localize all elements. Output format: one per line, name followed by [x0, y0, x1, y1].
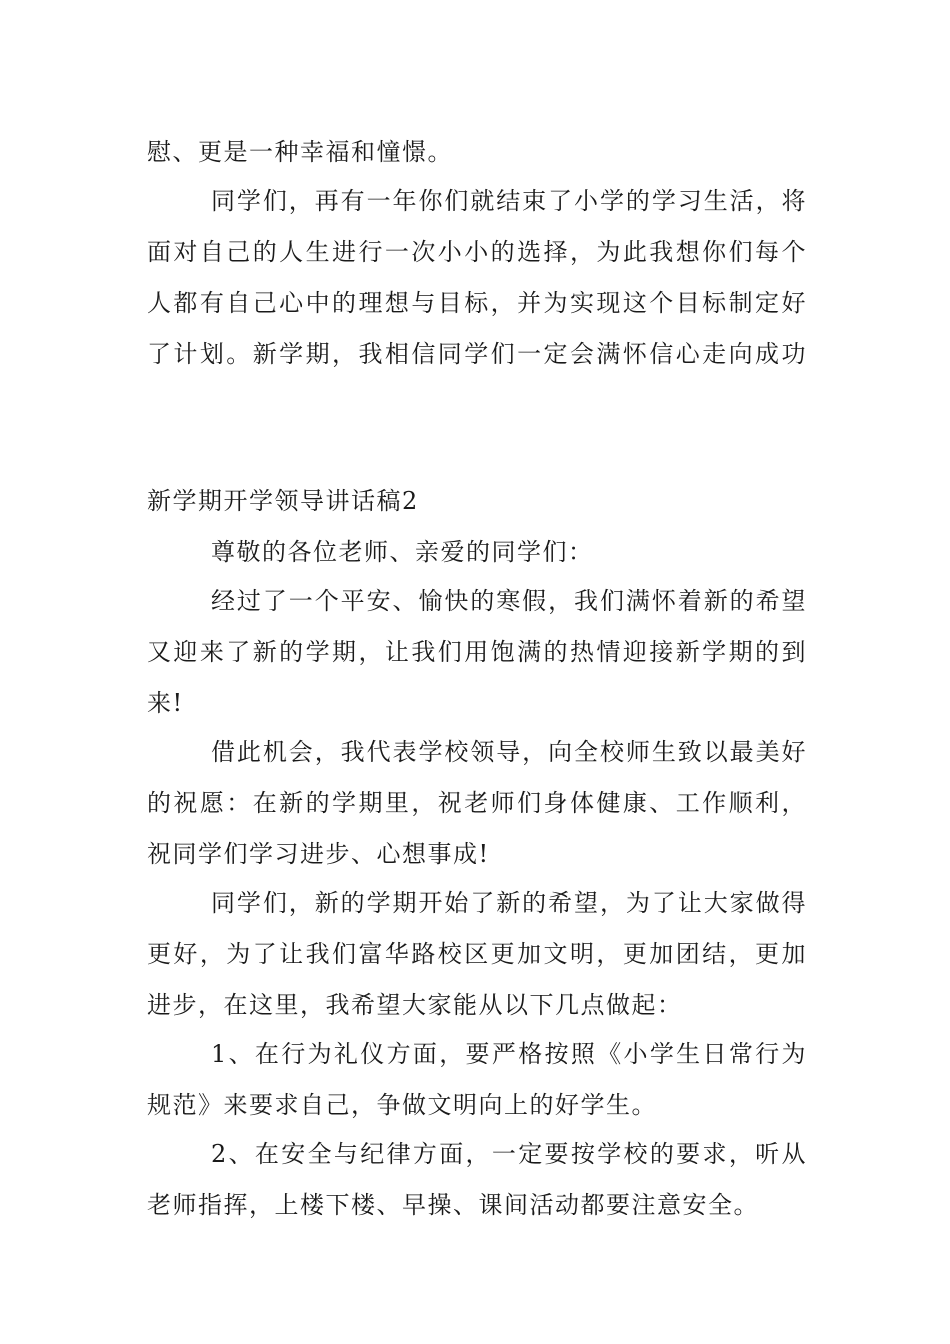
paragraph-line: 同学们，新的学期开始了新的希望，为了让大家做得 — [211, 889, 807, 917]
paragraph-line: 2、在安全与纪律方面，一定要按学校的要求，听从 — [211, 1140, 807, 1168]
paragraph-line: 进步，在这里，我希望大家能从以下几点做起： — [147, 991, 683, 1019]
paragraph-line: 人都有自己心中的理想与目标，并为实现这个目标制定好 — [147, 289, 807, 317]
document-title: 新学期开学领导讲话稿2 — [147, 487, 419, 515]
paragraph-line: 老师指挥，上楼下楼、早操、课间活动都要注意安全。 — [147, 1191, 759, 1219]
paragraph-line: 的祝愿：在新的学期里，祝老师们身体健康、工作顺利， — [147, 789, 807, 817]
paragraph-line: 来! — [147, 689, 184, 717]
paragraph-line: 面对自己的人生进行一次小小的选择，为此我想你们每个 — [147, 238, 807, 266]
paragraph-line: 借此机会，我代表学校领导，向全校师生致以最美好 — [211, 738, 807, 766]
paragraph-line: 经过了一个平安、愉快的寒假，我们满怀着新的希望 — [211, 587, 807, 615]
paragraph-line: 又迎来了新的学期，让我们用饱满的热情迎接新学期的到 — [147, 638, 807, 666]
salutation: 尊敬的各位老师、亲爱的同学们： — [211, 538, 594, 566]
paragraph-line: 同学们，再有一年你们就结束了小学的学习生活，将 — [211, 187, 807, 215]
paragraph-line: 慰、更是一种幸福和憧憬。 — [147, 138, 453, 166]
paragraph-line: 1、在行为礼仪方面，要严格按照《小学生日常行为 — [211, 1040, 807, 1068]
paragraph-line: 了计划。新学期，我相信同学们一定会满怀信心走向成功 — [147, 340, 807, 368]
paragraph-line: 祝同学们学习进步、心想事成! — [147, 840, 490, 868]
paragraph-line: 更好，为了让我们富华路校区更加文明，更加团结，更加 — [147, 940, 807, 968]
paragraph-line: 规范》来要求自己，争做文明向上的好学生。 — [147, 1091, 657, 1119]
